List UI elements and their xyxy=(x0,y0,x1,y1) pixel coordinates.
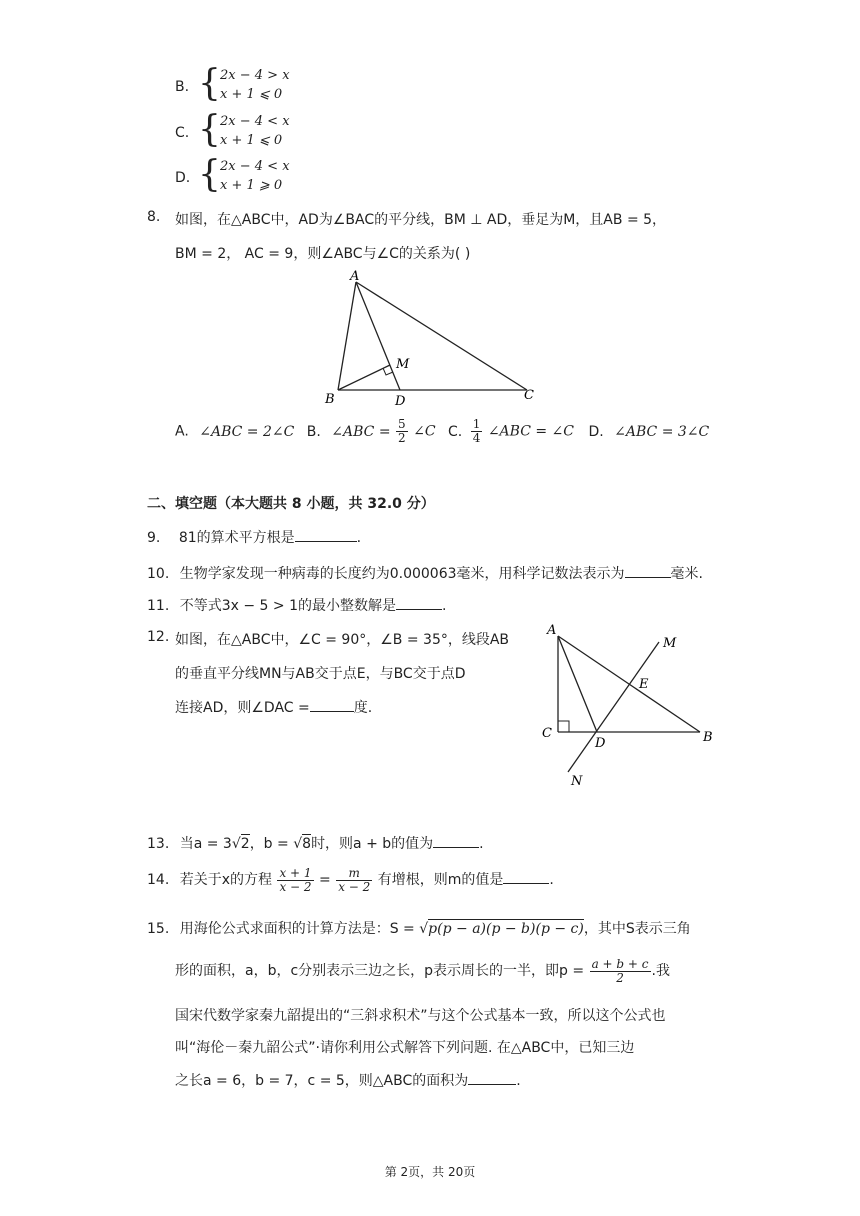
triangle-figure-q8 xyxy=(320,268,550,408)
question-text-line: 连接AD，则∠DAC = 度. xyxy=(175,697,372,717)
vertex-label: M xyxy=(663,636,677,651)
question-text: 的垂直平分线MN与AB交于点E，与BC交于点D xyxy=(175,666,466,682)
radicand: p(p − a)(p − b)(p − c) xyxy=(428,921,584,937)
option-label: B. xyxy=(175,79,190,95)
answer-blank[interactable] xyxy=(433,833,479,848)
answer-blank[interactable] xyxy=(625,563,671,578)
question-text: 之长a = 6，b = 7，c = 5，则△ABC的面积为 xyxy=(175,1073,469,1089)
option-label: C. xyxy=(175,125,190,141)
fraction: $\frac{m}{x - 2}$ xyxy=(338,865,371,894)
question-14: 14. 若关于x的方程 $\frac{x + 1}{x - 2}$ = $\frac{m}{x - 2}$ 有增根，则m的值是 . xyxy=(147,865,554,894)
question-text-line: 之长a = 6，b = 7，c = 5，则△ABC的面积为 . xyxy=(175,1070,521,1090)
inequality-line: 2x − 4 < x xyxy=(220,114,290,129)
question-text-line: 15. 用海伦公式求面积的计算方法是：S = √p(p − a)(p − b)(p − c)，其中S表示三角 xyxy=(147,921,691,937)
question-11: 11. 不等式3x − 5 > 1的最小整数解是 . xyxy=(147,595,446,615)
question-text: 如图，在△ABC中，∠C = 90°，∠B = 35°，线段AB xyxy=(175,632,510,648)
question-text: 国宋代数学家秦九韶提出的“三斜求积术”与这个公式基本一致，所以这个公式也 xyxy=(175,1008,666,1024)
fraction: $\frac{x + 1}{x - 2}$ xyxy=(279,865,312,894)
vertex-label: B xyxy=(325,392,335,407)
option-label: D. xyxy=(588,423,604,440)
inequality-line: x + 1 ⩽ 0 xyxy=(220,87,283,102)
radicand: 8 xyxy=(302,836,312,852)
vertex-label: D xyxy=(595,736,606,751)
question-text: 81的算术平方根是 xyxy=(178,530,295,546)
inequality-line: x + 1 ⩾ 0 xyxy=(220,178,283,193)
question-text: 如图，在△ABC中，AD为∠BAC的平分线，BM ⊥ AD，垂足为M，且AB = 5， xyxy=(175,212,667,228)
fraction: $\frac{1}{4}$ xyxy=(472,417,481,445)
brace: { xyxy=(198,154,221,195)
question-number: 13. xyxy=(147,836,170,852)
vertex-label: A xyxy=(350,269,360,284)
vertex-label: N xyxy=(571,774,583,789)
question-number: 12. xyxy=(147,629,170,645)
vertex-label: B xyxy=(703,730,713,745)
vertex-label: A xyxy=(547,623,557,638)
vertex-label: C xyxy=(542,726,552,741)
page-footer: 第 2页，共 20页 xyxy=(384,1165,476,1179)
vertex-label: C xyxy=(524,388,534,403)
fraction: $\frac{5}{2}$ xyxy=(398,417,406,445)
vertex-label: M xyxy=(396,357,410,372)
answer-blank[interactable] xyxy=(310,697,354,712)
question-13: 13. 当a = 3√2，b = √8时，则a + b的值为 . xyxy=(147,833,484,853)
vertex-label: D xyxy=(395,394,406,408)
answer-options xyxy=(175,418,709,445)
option-text: ∠ABC = 2∠C xyxy=(199,423,295,440)
option-label: D. xyxy=(175,170,191,186)
question-text: BM = 2， AC = 9，则∠ABC与∠C的关系为( ) xyxy=(175,246,471,262)
vertex-label: E xyxy=(639,677,649,692)
question-text: 生物学家发现一种病毒的长度约为0.000063毫米，用科学记数法表示为 xyxy=(179,566,625,582)
question-text: 连接AD，则∠DAC = xyxy=(175,700,310,716)
brace: { xyxy=(198,109,221,150)
inequality-line: 2x − 4 > x xyxy=(220,68,290,83)
radicand: 2 xyxy=(240,836,250,852)
question-number: 9. xyxy=(147,530,161,546)
option-label: C. xyxy=(448,423,463,440)
brace: { xyxy=(198,63,221,104)
inequality-line: 2x − 4 < x xyxy=(220,159,290,174)
question-number: 15. xyxy=(147,921,170,937)
question-text: 叫“海伦－秦九韶公式”·请你利用公式解答下列问题. 在△ABC中，已知三边 xyxy=(175,1040,635,1056)
triangle-figure-q12 xyxy=(535,622,725,792)
question-10: 10. 生物学家发现一种病毒的长度约为0.000063毫米，用科学记数法表示为 毫米. xyxy=(147,563,703,583)
option-label: A. xyxy=(175,423,189,440)
answer-blank[interactable] xyxy=(295,527,357,542)
question-number: 14. xyxy=(147,872,170,888)
question-text: 当a = 3 xyxy=(179,836,232,852)
question-9: 9. 81的算术平方根是 . xyxy=(147,527,361,547)
option-text: ∠ABC = xyxy=(331,423,391,440)
option-label: B. xyxy=(306,423,321,440)
inequality-line: x + 1 ⩽ 0 xyxy=(220,133,283,148)
question-text: 若关于x的方程 xyxy=(179,872,273,888)
question-number: 8. xyxy=(147,209,161,225)
question-text-line: 形的面积，a，b，c分别表示三边之长，p表示周长的一半，即p = $\frac{a + b + c}{2}$ .我 xyxy=(175,956,670,985)
option-text: ∠ABC = 3∠C xyxy=(614,423,710,440)
fraction: $\frac{a + b + c}{2}$ xyxy=(591,956,649,985)
section-heading: 二、填空题（本大题共 8 小题，共 32.0 分） xyxy=(147,496,435,512)
answer-blank[interactable] xyxy=(468,1070,516,1085)
option-text: ∠ABC = ∠C xyxy=(487,423,574,440)
answer-blank[interactable] xyxy=(396,595,442,610)
option-text: ∠C xyxy=(413,423,436,440)
question-text: 不等式3x − 5 > 1的最小整数解是 xyxy=(179,598,396,614)
question-number: 11. xyxy=(147,598,170,614)
answer-blank[interactable] xyxy=(503,869,549,884)
question-number: 10. xyxy=(147,566,170,582)
